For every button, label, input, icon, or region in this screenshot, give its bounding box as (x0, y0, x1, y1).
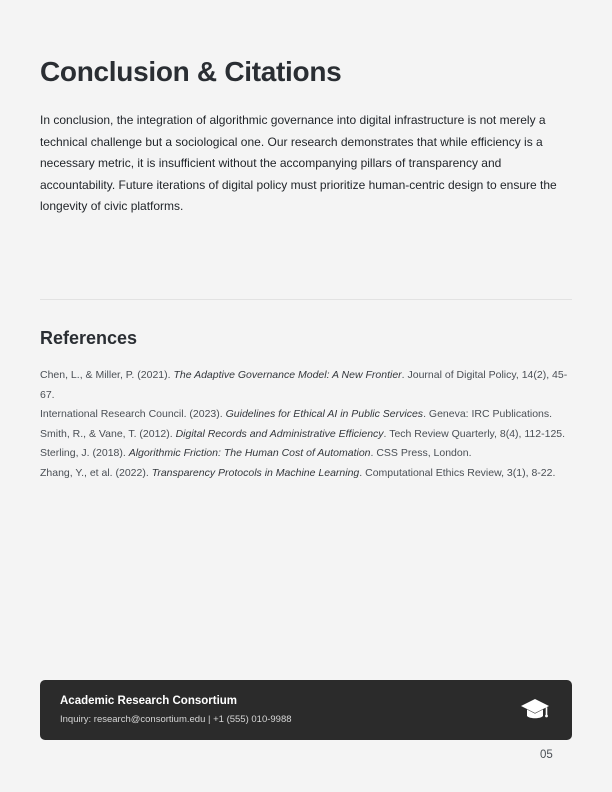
reference-authors: Zhang, Y., et al. (2022). (40, 466, 152, 479)
reference-source: . Geneva: IRC Publications. (423, 408, 553, 421)
reference-authors: Sterling, J. (2018). (40, 447, 129, 460)
reference-authors: Chen, L., & Miller, P. (2021). (40, 369, 174, 381)
reference-title: Guidelines for Ethical AI in Public Services (225, 408, 424, 421)
page-title: Conclusion & Citations (40, 56, 342, 87)
references-heading: References (40, 328, 138, 348)
references-list (40, 366, 575, 484)
footer-contact: Inquiry: research@consortium.edu | +1 (555) 010-9988 (60, 714, 292, 725)
reference-source: . Tech Review Quarterly, 8(4), 112-125. (383, 427, 566, 440)
reference-item (40, 425, 575, 445)
footer-banner (40, 680, 572, 740)
section-divider (40, 299, 572, 300)
reference-title: Transparency Protocols in Machine Learning (151, 466, 360, 479)
reference-source: . Journal of Digital Policy, 14(2), 45-67. (40, 369, 568, 401)
reference-title: The Adaptive Governance Model: A New Frontier (173, 369, 402, 381)
page-number: 05 (540, 749, 553, 761)
reference-item (40, 366, 575, 405)
reference-authors: Smith, R., & Vane, T. (2012). (40, 427, 176, 440)
reference-source: . Computational Ethics Review, 3(1), 8-22. (359, 466, 556, 479)
reference-item (40, 405, 575, 425)
reference-title: Algorithmic Friction: The Human Cost of Automation (128, 447, 371, 460)
reference-title: Digital Records and Administrative Efficiency (175, 427, 384, 440)
reference-item (40, 444, 575, 464)
reference-authors: International Research Council. (2023). (40, 408, 226, 421)
graduation-cap-icon (520, 697, 550, 723)
reference-item (40, 464, 575, 484)
conclusion-paragraph: In conclusion, the integration of algorithmic governance into digital infrastructure is not merely a technical challenge but a sociological one. Our research demonstrates that while efficiency is a necessary metric, it is insufficient without the accompanying pillars of transparency and accountability. Future iterations of digital policy must prioritize human-centric design to ensure the longevity of civic platforms. (40, 113, 557, 214)
reference-source: . CSS Press, London. (370, 447, 472, 460)
footer-organization: Academic Research Consortium (60, 695, 238, 707)
